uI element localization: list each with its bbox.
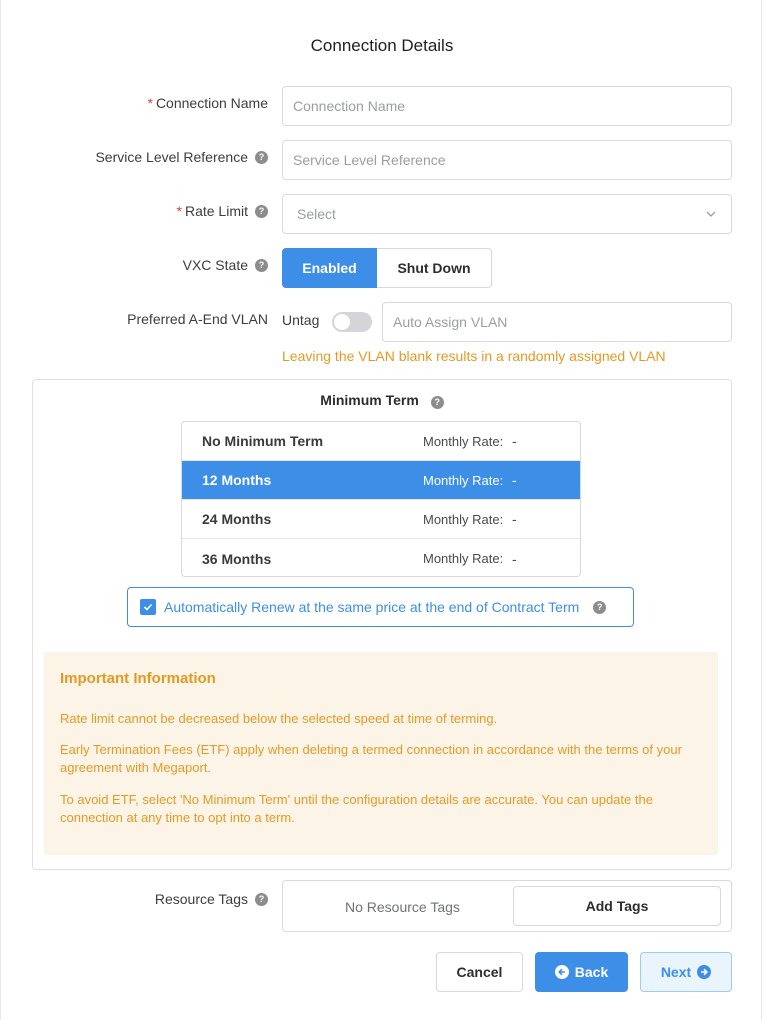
vlan-input[interactable] xyxy=(393,314,721,330)
vxc-state-shutdown-button[interactable]: Shut Down xyxy=(377,248,492,288)
service-level-label xyxy=(95,149,268,165)
vlan-field[interactable] xyxy=(382,302,732,342)
untag-switch[interactable] xyxy=(332,312,372,332)
term-list xyxy=(181,421,581,577)
important-info-paragraph: Rate limit cannot be decreased below the selected speed at time of terming. xyxy=(60,711,498,726)
arrow-left-circle-icon xyxy=(555,965,569,979)
help-icon[interactable]: ? xyxy=(431,396,444,409)
required-marker: * xyxy=(147,95,153,111)
next-button[interactable] xyxy=(640,952,732,992)
term-option-none[interactable] xyxy=(182,422,580,461)
back-button-label: Back xyxy=(574,964,609,980)
vxc-state-label-text: VXC State xyxy=(182,257,248,273)
next-button-label: Next xyxy=(660,964,692,980)
no-resource-tags-text: No Resource Tags xyxy=(345,899,460,915)
resource-tags-box xyxy=(282,880,732,932)
vlan-note: Leaving the VLAN blank results in a randomly assigned VLAN xyxy=(282,348,666,364)
vlan-label xyxy=(127,311,268,327)
term-rate-label: Monthly Rate: xyxy=(423,433,504,449)
term-name: 36 Months xyxy=(202,550,272,567)
connection-name-field[interactable] xyxy=(282,86,732,126)
connection-name-input[interactable] xyxy=(293,98,721,114)
term-rate-label: Monthly Rate: xyxy=(423,472,504,488)
service-level-field[interactable] xyxy=(282,140,732,180)
required-marker: * xyxy=(176,203,182,219)
service-level-label-text: Service Level Reference xyxy=(95,149,248,165)
minimum-term-title xyxy=(33,392,731,409)
resource-tags-label-text: Resource Tags xyxy=(154,891,248,907)
term-rate-value: - xyxy=(512,433,517,449)
vxc-state-enabled-button[interactable]: Enabled xyxy=(282,248,377,288)
vxc-state-label xyxy=(183,257,268,273)
cancel-button-label: Cancel xyxy=(456,964,503,980)
service-level-input[interactable] xyxy=(293,152,721,168)
help-icon[interactable]: ? xyxy=(255,893,268,906)
untag-label: Untag xyxy=(282,312,320,328)
help-icon[interactable]: ? xyxy=(255,205,268,218)
page-title: Connection Details xyxy=(310,36,454,55)
rate-limit-label-text: Rate Limit xyxy=(184,203,248,219)
rate-limit-select[interactable] xyxy=(282,194,732,234)
chevron-down-icon xyxy=(705,208,717,220)
vxc-state-toggle-group xyxy=(282,248,492,288)
connection-name-label xyxy=(147,95,268,111)
important-information-title: Important Information xyxy=(60,670,216,687)
arrow-right-circle-icon xyxy=(697,965,711,979)
important-information-box xyxy=(44,652,718,855)
term-rate-label: Monthly Rate: xyxy=(423,551,504,566)
auto-renew-checkbox[interactable] xyxy=(127,587,634,627)
cancel-button[interactable] xyxy=(436,952,523,992)
term-option-24-months[interactable] xyxy=(182,500,580,539)
auto-renew-label: Automatically Renew at the same price at the end of Contract Term xyxy=(164,599,580,615)
checkbox-checked-icon[interactable] xyxy=(140,599,156,615)
back-button[interactable] xyxy=(535,952,628,992)
add-tags-button[interactable]: Add Tags xyxy=(513,886,721,926)
term-rate-value: - xyxy=(512,550,517,567)
important-info-paragraph: Early Termination Fees (ETF) apply when deleting a termed connection in accordance with the terms of your agreement with Megaport. xyxy=(60,742,682,775)
term-name: 24 Months xyxy=(202,511,272,527)
connection-name-label-text: Connection Name xyxy=(155,95,268,111)
resource-tags-label xyxy=(155,891,268,907)
help-icon[interactable]: ? xyxy=(255,151,268,164)
rate-limit-value: Select xyxy=(297,206,336,222)
term-name: No Minimum Term xyxy=(202,433,324,449)
important-info-paragraph: To avoid ETF, select 'No Minimum Term' until the configuration details are accurate. You can update the connection at any time to opt into a term. xyxy=(60,792,653,825)
minimum-term-title-text: Minimum Term xyxy=(320,392,419,408)
term-rate-value: - xyxy=(512,472,517,488)
term-rate-value: - xyxy=(512,511,517,527)
minimum-term-section xyxy=(32,379,732,870)
rate-limit-label xyxy=(177,203,268,219)
term-name: 12 Months xyxy=(202,472,272,488)
term-rate-label: Monthly Rate: xyxy=(423,511,504,527)
term-option-36-months[interactable] xyxy=(182,539,580,577)
vlan-label-text: Preferred A-End VLAN xyxy=(127,311,268,327)
help-icon[interactable]: ? xyxy=(593,601,606,614)
term-option-12-months[interactable] xyxy=(182,461,580,500)
help-icon[interactable]: ? xyxy=(255,259,268,272)
